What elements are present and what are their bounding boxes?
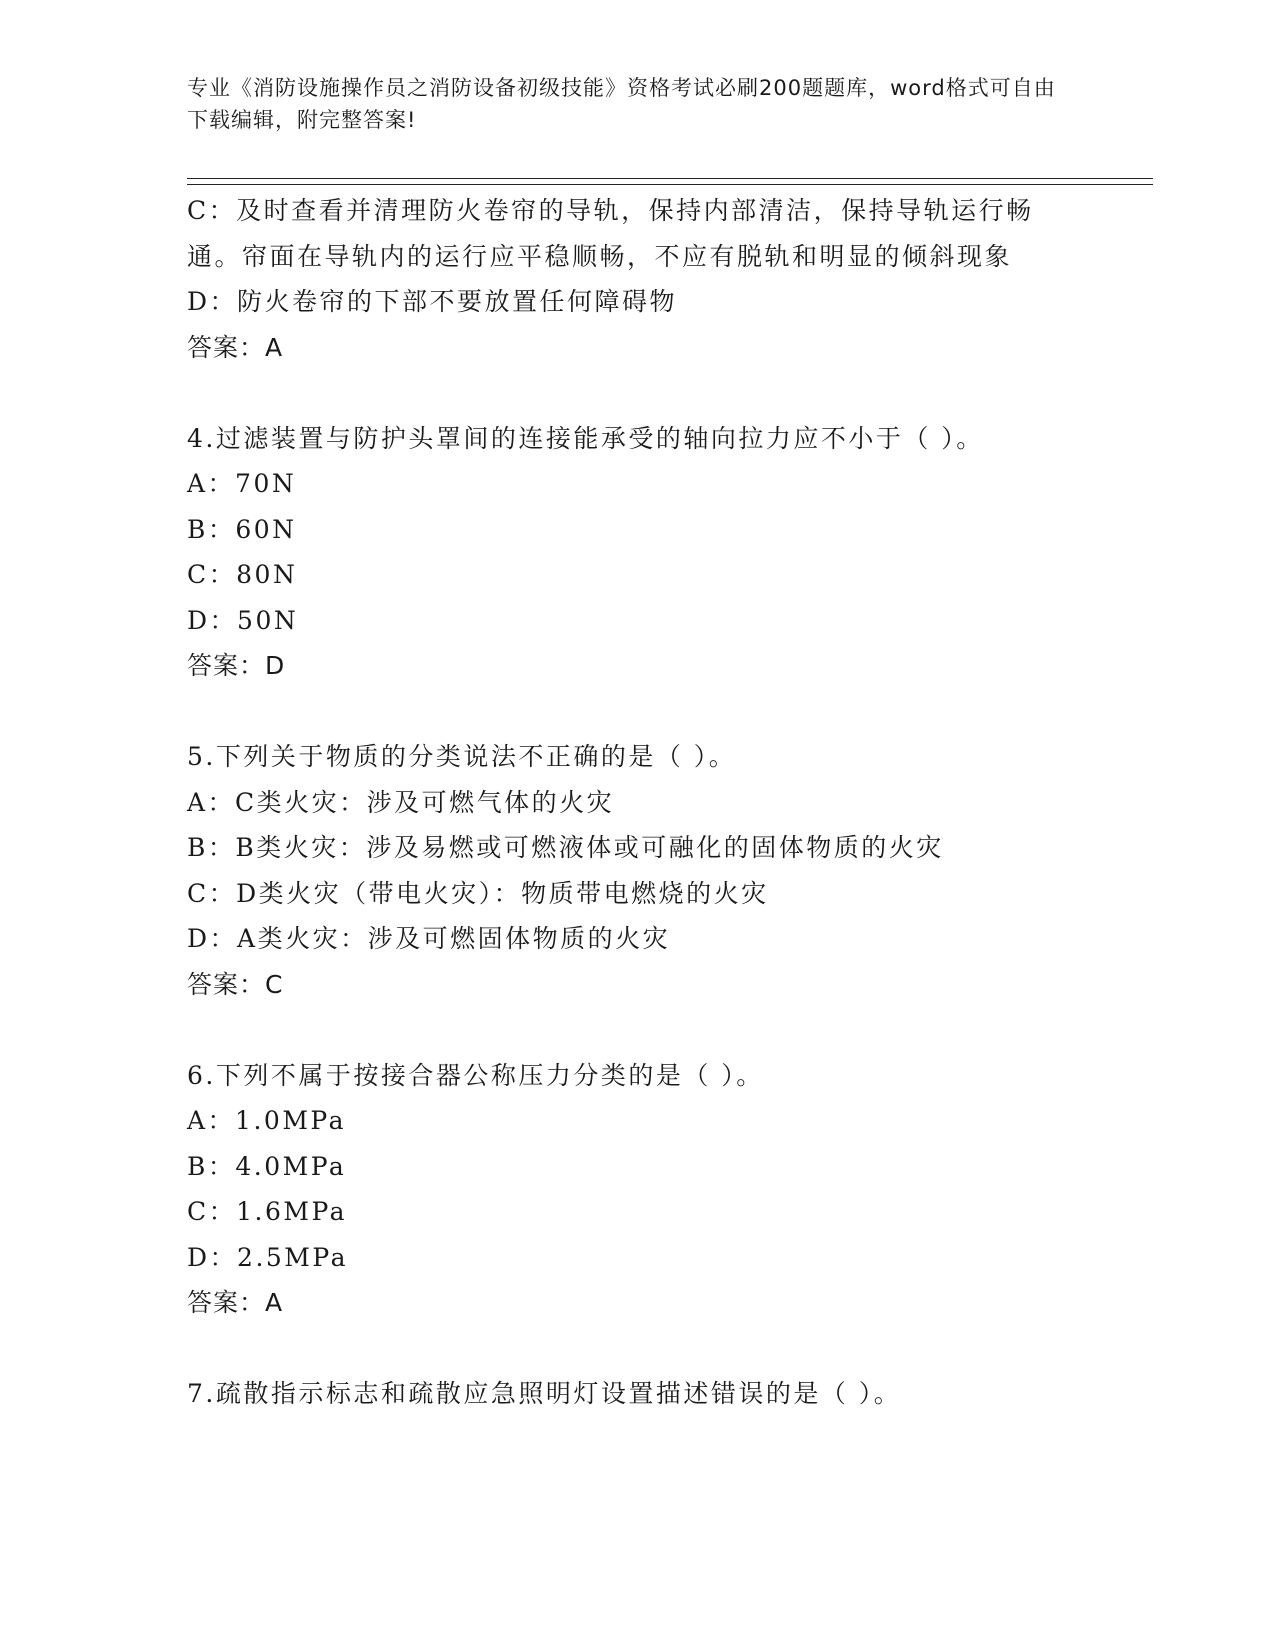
option-line: 通。帘面在导轨内的运行应平稳顺畅，不应有脱轨和明显的倾斜现象 <box>187 241 1013 271</box>
option-b: B：B类火灾：涉及易燃或可燃液体或可融化的固体物质的火灾 <box>187 833 944 862</box>
question-3-continued <box>187 188 1087 370</box>
option-d: D：50N <box>187 605 299 635</box>
option-d: D：2.5MPa <box>187 1242 349 1272</box>
header-rule-top <box>187 178 1153 179</box>
question-content <box>187 188 1087 1417</box>
option-line: C：及时查看并清理防火卷帘的导轨，保持内部清洁，保持导轨运行畅 <box>187 196 1034 225</box>
option-b: B：4.0MPa <box>187 1151 347 1181</box>
answer-line: 答案：A <box>187 332 284 362</box>
document-header: 专业《消防设施操作员之消防设备初级技能》资格考试必刷200题题库，word格式可自由下载编辑，附完整答案! <box>187 76 1056 132</box>
question-stem: 4.过滤装置与防护头罩间的连接能承受的轴向拉力应不小于（ ）。 <box>187 423 984 453</box>
option-c: C：80N <box>187 560 298 589</box>
option-line: D：防火卷帘的下部不要放置任何障碍物 <box>187 287 678 316</box>
spacer <box>187 1326 1087 1372</box>
spacer <box>187 689 1087 735</box>
option-c: C：1.6MPa <box>187 1197 348 1226</box>
answer-line: 答案：D <box>187 651 286 680</box>
question-4 <box>187 416 1087 689</box>
option-a: A：1.0MPa <box>187 1106 347 1135</box>
question-stem: 5.下列关于物质的分类说法不正确的是（ ）。 <box>187 742 737 771</box>
answer-line: 答案：C <box>187 969 284 999</box>
option-c: C：D类火灾（带电火灾）：物质带电燃烧的火灾 <box>187 878 769 908</box>
option-b: B：60N <box>187 514 297 544</box>
spacer <box>187 1007 1087 1053</box>
question-6 <box>187 1053 1087 1326</box>
answer-line: 答案：A <box>187 1288 284 1317</box>
question-5 <box>187 734 1087 1007</box>
option-a: A：70N <box>187 469 297 498</box>
question-stem: 6.下列不属于按接合器公称压力分类的是（ ）。 <box>187 1060 764 1090</box>
question-7 <box>187 1371 1087 1417</box>
spacer <box>187 370 1087 416</box>
question-stem: 7.疏散指示标志和疏散应急照明灯设置描述错误的是（ ）。 <box>187 1379 902 1408</box>
header-rule-bottom <box>187 184 1153 185</box>
option-a: A：C类火灾：涉及可燃气体的火灾 <box>187 787 615 817</box>
option-d: D：A类火灾：涉及可燃固体物质的火灾 <box>187 924 671 953</box>
